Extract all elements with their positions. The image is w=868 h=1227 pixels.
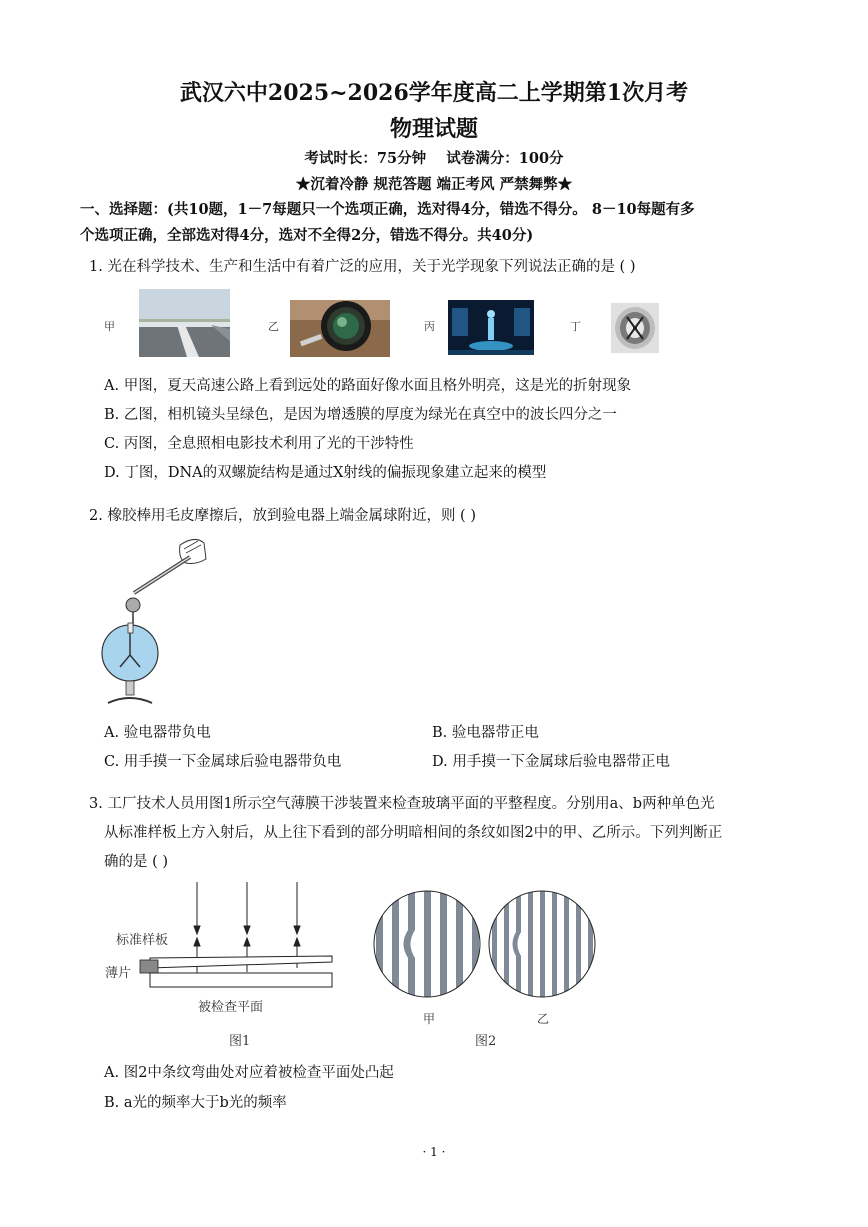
q2-option-c: C. 用手摸一下金属球后验电器带负电: [104, 754, 342, 770]
page-number: · 1 ·: [422, 1145, 446, 1159]
fig1-label-standard-plate: 标准样板: [116, 933, 169, 948]
fig2-caption: 图2: [475, 1034, 497, 1049]
hologram-photo: [448, 300, 534, 355]
exam-title: 武汉六中2025~2026学年度高二上学期第1次月考: [179, 80, 689, 106]
section-heading-line1: 一、选择题：(共10题，1－7每题只一个选项正确，选对得4分，错选不得分。 8－10每题有多: [80, 201, 695, 218]
q1-option-d: D. 丁图，DNA的双螺旋结构是通过X射线的偏振现象建立起来的模型: [104, 465, 547, 481]
highway-mirage-photo: [139, 289, 230, 357]
q2-option-b: B. 验电器带正电: [432, 725, 539, 741]
q1-option-b: B. 乙图，相机镜头呈绿色，是因为增透膜的厚度为绿光在真空中的波长四分之一: [104, 407, 617, 423]
q3-option-a: A. 图2中条纹弯曲处对应着被检查平面处凸起: [104, 1065, 394, 1081]
subject-title: 物理试题: [389, 116, 478, 142]
fig1-label-inspected-plane: 被检查平面: [198, 1000, 264, 1015]
fig1-caption: 图1: [229, 1034, 251, 1049]
q2-option-a: A. 验电器带负电: [104, 725, 211, 741]
fig2-label-jia: 甲: [423, 1012, 436, 1026]
q3-stem-line2: 从标准样板上方入射后，从上往下看到的部分明暗相间的条纹如图2中的甲、乙所示。下列判断正: [104, 825, 723, 841]
q1-option-c: C. 丙图，全息照相电影技术利用了光的干涉特性: [104, 436, 414, 452]
camera-lens-photo: [290, 300, 390, 357]
q3-stem-line1: 3. 工厂技术人员用图1所示空气薄膜干涉装置来检查玻璃平面的平整程度。分别用a、b两种单色光: [89, 796, 715, 812]
electroscope-diagram: [100, 535, 210, 710]
exam-motto: ★沉着冷静 规范答题 端正考风 严禁舞弊★: [295, 176, 573, 193]
q1-option-a: A. 甲图，夏天高速公路上看到远处的路面好像水面且格外明亮，这是光的折射现象: [104, 378, 632, 394]
fig1-label-thin-sheet: 薄片: [105, 966, 132, 981]
q2-option-d: D. 用手摸一下金属球后验电器带正电: [432, 754, 670, 770]
q3-stem-line3: 确的是 ( ): [104, 854, 169, 870]
q1-stem: 1. 光在科学技术、生产和生活中有着广泛的应用，关于光学现象下列说法正确的是 ( ): [89, 259, 636, 275]
interference-fringes-diagram: [370, 890, 600, 1002]
section-heading-line2: 个选项正确，全部选对得4分，选对不全得2分，错选不得分。共40分): [80, 227, 534, 244]
q1-label-bing: 丙: [424, 320, 435, 333]
fig2-label-yi: 乙: [537, 1012, 550, 1026]
q2-stem: 2. 橡胶棒用毛皮摩擦后，放到验电器上端金属球附近，则 ( ): [89, 508, 476, 524]
exam-info: 考试时长：75分钟 试卷满分：100分: [304, 150, 564, 167]
q1-label-yi: 乙: [268, 320, 279, 333]
dna-xray-diffraction-image: [611, 303, 659, 353]
q3-option-b: B. a光的频率大于b光的频率: [104, 1095, 287, 1111]
q1-label-jia: 甲: [104, 320, 115, 333]
q1-label-ding: 丁: [570, 320, 581, 333]
